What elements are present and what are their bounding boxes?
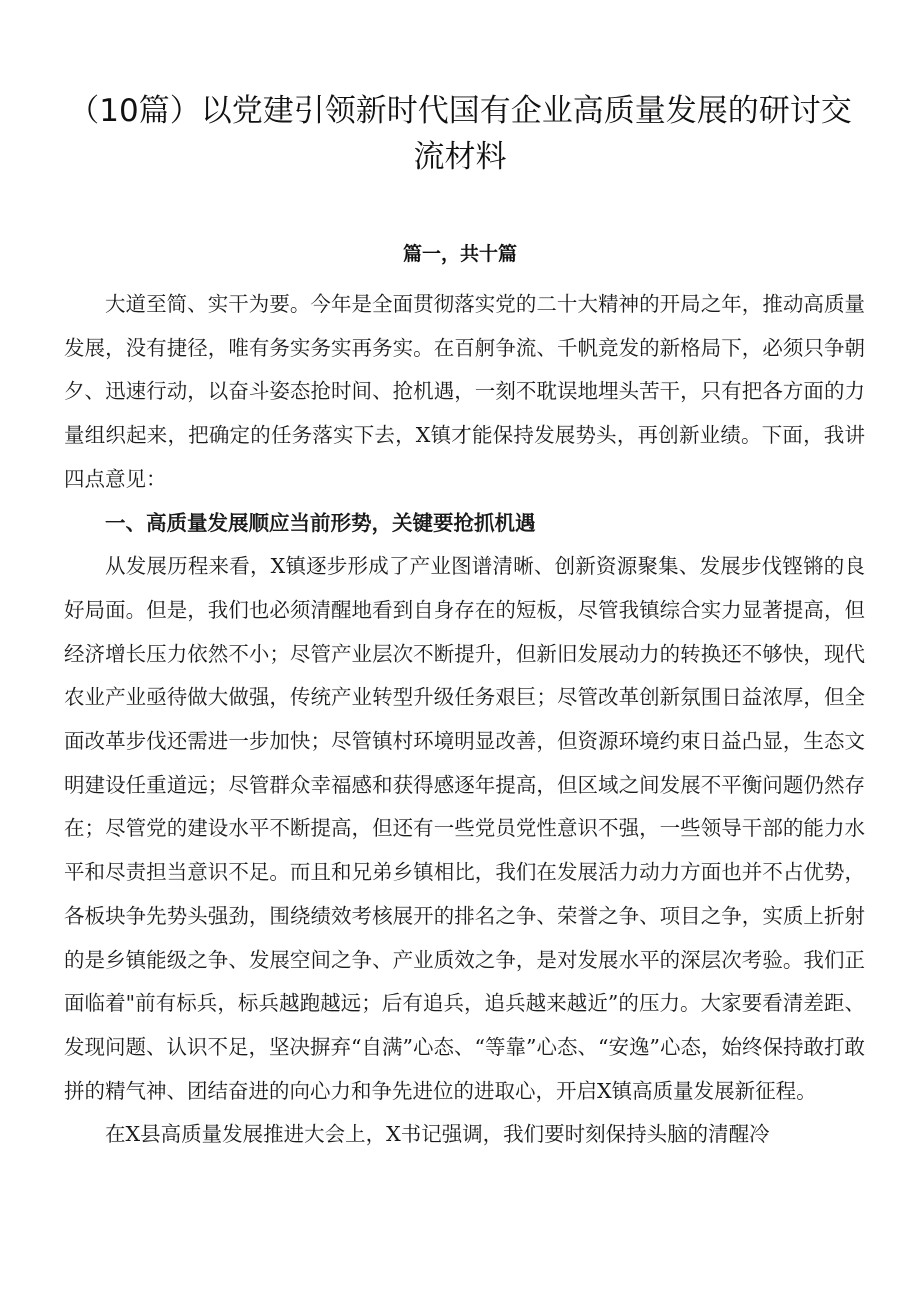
paragraph-intro: 大道至简、实干为要。今年是全面贯彻落实党的二十大精神的开局之年，推动高质量发展，没有捷径，唯有务实务实再务实。在百舸争流、千帆竞发的新格局下，必须只争朝夕、迅速行动，以奋斗姿态抢时间、抢机遇，一刻不耽误地埋头苦干，只有把各方面的力量组织起来，把确定的任务落实下去，X镇才能保持发展势头，再创新业绩。下面，我讲四点意见：	[64, 292, 865, 491]
document-title: （10篇）以党建引领新时代国有企业高质量发展的研讨交流材料	[68, 93, 852, 175]
paragraph-county-meeting: 在X县高质量发展推进大会上，X书记强调，我们要时刻保持头脑的清醒冷	[105, 1122, 770, 1147]
subheading-one: 一、高质量发展顺应当前形势，关键要抢抓机遇	[105, 510, 536, 535]
section-heading: 篇一，共十篇	[402, 243, 517, 265]
document-body	[64, 283, 865, 1157]
paragraph-development: 从发展历程来看，X镇逐步形成了产业图谱清晰、创新资源聚集、发展步伐铿锵的良好局面。但是，我们也必须清醒地看到自身存在的短板，尽管我镇综合实力显著提高，但经济增长压力依然不小；尽管产业层次不断提升，但新旧发展动力的转换还不够快，现代农业产业亟待做大做强，传统产业转型升级任务艰巨；尽管改革创新氛围日益浓厚，但全面改革步伐还需进一步加快；尽管镇村环境明显改善，但资源环境约束日益凸显，生态文明建设任重道远；尽管群众幸福感和获得感逐年提高，但区域之间发展不平衡问题仍然存在；尽管党的建设水平不断提高，但还有一些党员党性意识不强，一些领导干部的能力水平和尽责担当意识不足。而且和兄弟乡镇相比，我们在发展活力动力方面也并不占优势，各板块争先势头强劲，围绕绩效考核展开的排名之争、荣誉之争、项目之争，实质上折射的是乡镇能级之争、发展空间之争、产业质效之争，是对发展水平的深层次考验。我们正面临着"前有标兵，标兵越跑越远；后有追兵，追兵越来越近”的压力。大家要看清差距、发现问题、认识不足，坚决摒弃“自满”心态、“等靠”心态、“安逸”心态，始终保持敢打敢拼的精气神、团结奋进的向心力和争先进位的进取心，开启X镇高质量发展新征程。	[64, 554, 865, 1103]
